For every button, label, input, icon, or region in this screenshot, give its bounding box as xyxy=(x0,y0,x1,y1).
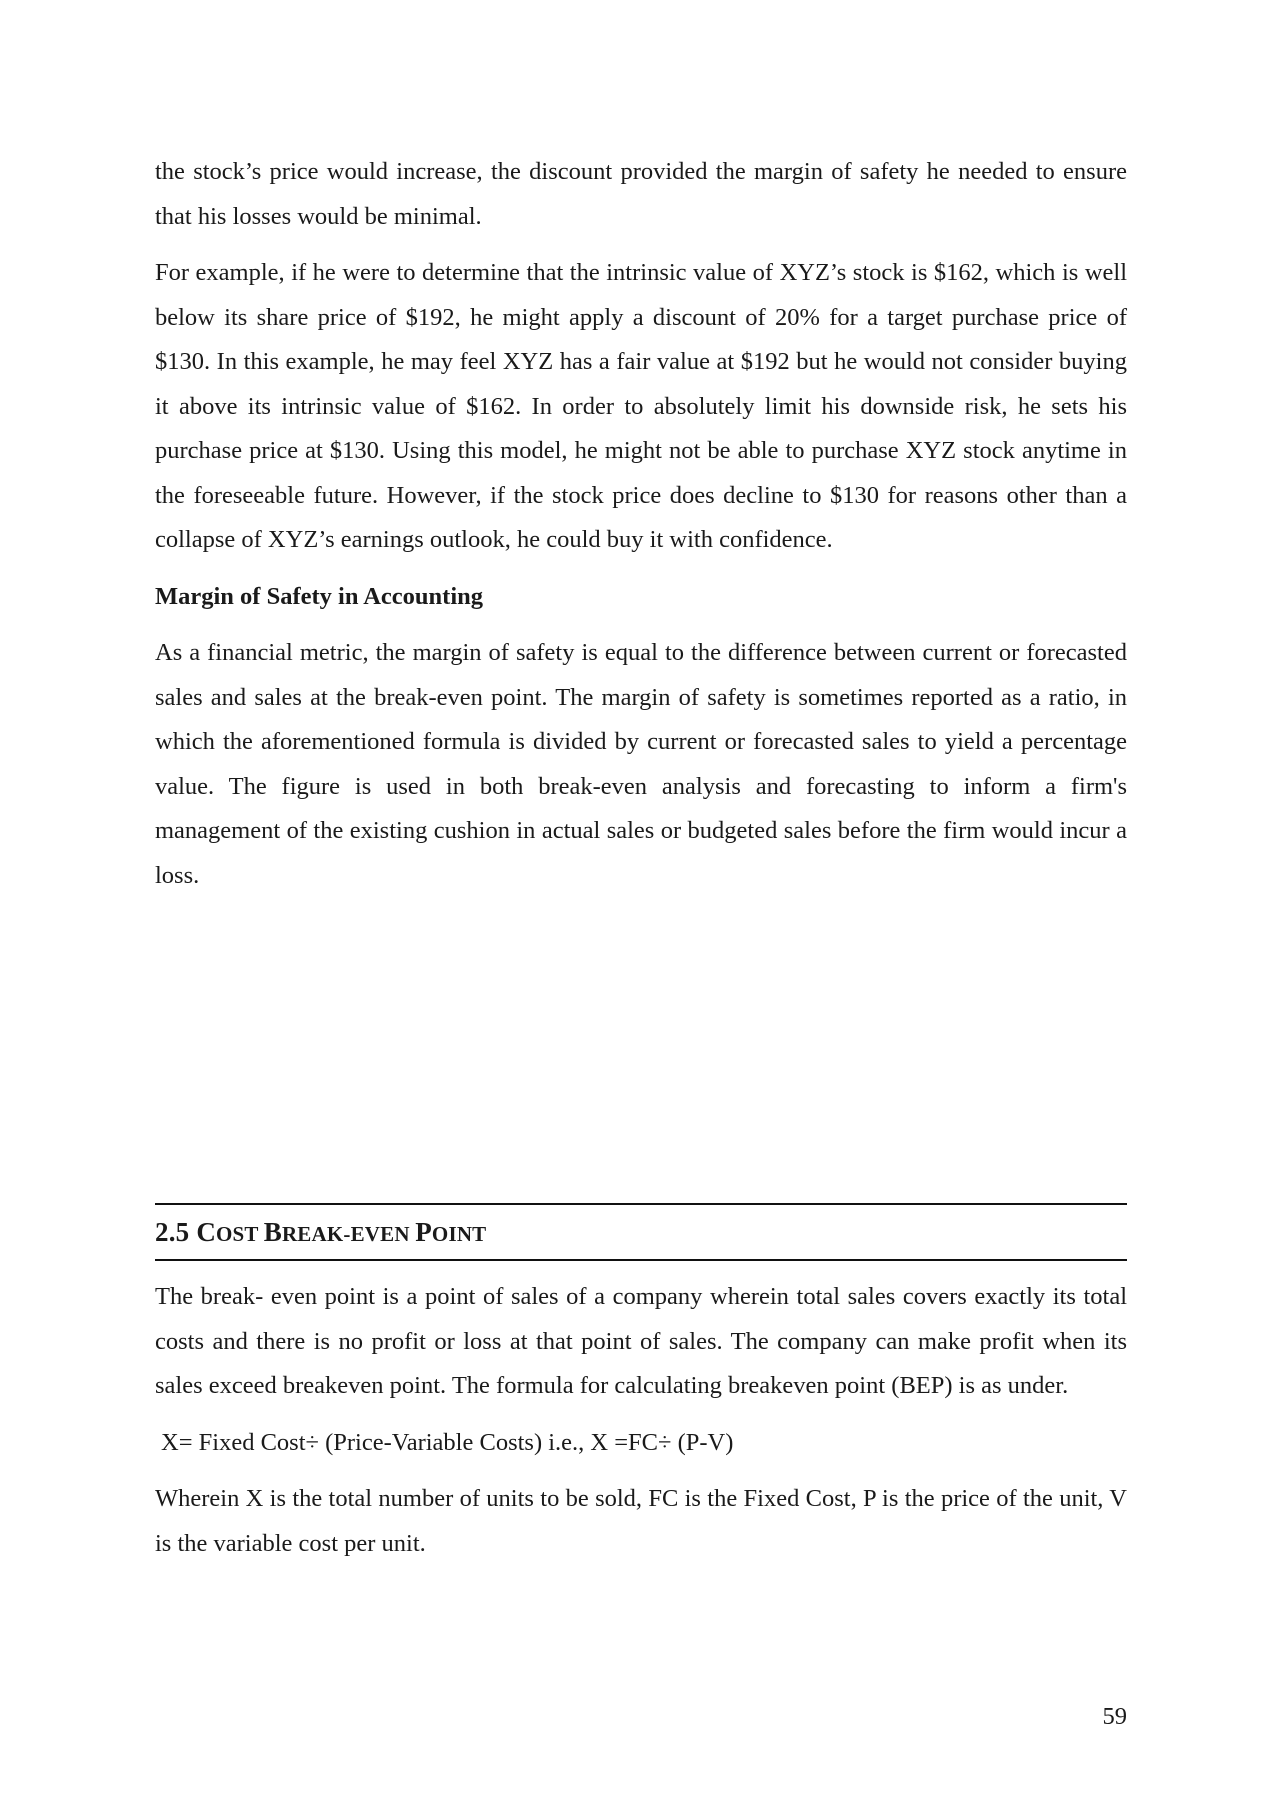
section-break-even xyxy=(155,1203,1127,1566)
page-body xyxy=(155,150,1127,898)
paragraph-continuation: the stock’s price would increase, the discount provided the margin of safety he needed to ensure that his losses would be minimal. xyxy=(155,158,1127,230)
subheading-margin-of-safety: Margin of Safety in Accounting xyxy=(155,582,484,610)
section-body xyxy=(155,1275,1127,1566)
paragraph-example: For example, if he were to determine that the intrinsic value of XYZ’s stock is $162, which is well below its share price of $192, he might apply a discount of 20% for a target purchase price of $130. In this example, he may feel XYZ has a fair value at $192 but he would not consider buying it above its intrinsic value of $162. In order to absolutely limit his downside risk, he sets his purchase price at $130. Using this model, he might not be able to purchase XYZ stock anytime in the foreseeable future. However, if the stock price does decline to $130 for reasons other than a collapse of XYZ’s earnings outlook, he could buy it with confidence. xyxy=(155,259,1127,553)
page-number: 59 xyxy=(1102,1703,1127,1730)
section-number: 2.5 xyxy=(155,1217,190,1247)
section-rule-bottom xyxy=(155,1259,1127,1261)
paragraph-break-even-definition: The break- even point is a point of sales of a company wherein total sales covers exactly its total costs and there is no profit or loss at that point of sales. The company can make profit when its sales exceed breakeven point. The formula for calculating breakeven point (BEP) is as under. xyxy=(155,1283,1127,1399)
section-title: 2.5 COST BREAK-EVEN POINT xyxy=(155,1217,487,1247)
paragraph-formula-variables: Wherein X is the total number of units to be sold, FC is the Fixed Cost, P is the price of the unit, V is the variable cost per unit. xyxy=(155,1485,1127,1557)
paragraph-accounting: As a financial metric, the margin of safety is equal to the difference between current or forecasted sales and sales at the break-even point. The margin of safety is sometimes reported as a ratio, in which the aforementioned formula is divided by current or forecasted sales to yield a percentage value. The figure is used in both break-even analysis and forecasting to inform a firm's management of the existing cushion in actual sales or budgeted sales before the firm would incur a loss. xyxy=(155,639,1127,889)
formula-bep: X= Fixed Cost÷ (Price-Variable Costs) i.e., X =FC÷ (P-V) xyxy=(161,1428,734,1456)
